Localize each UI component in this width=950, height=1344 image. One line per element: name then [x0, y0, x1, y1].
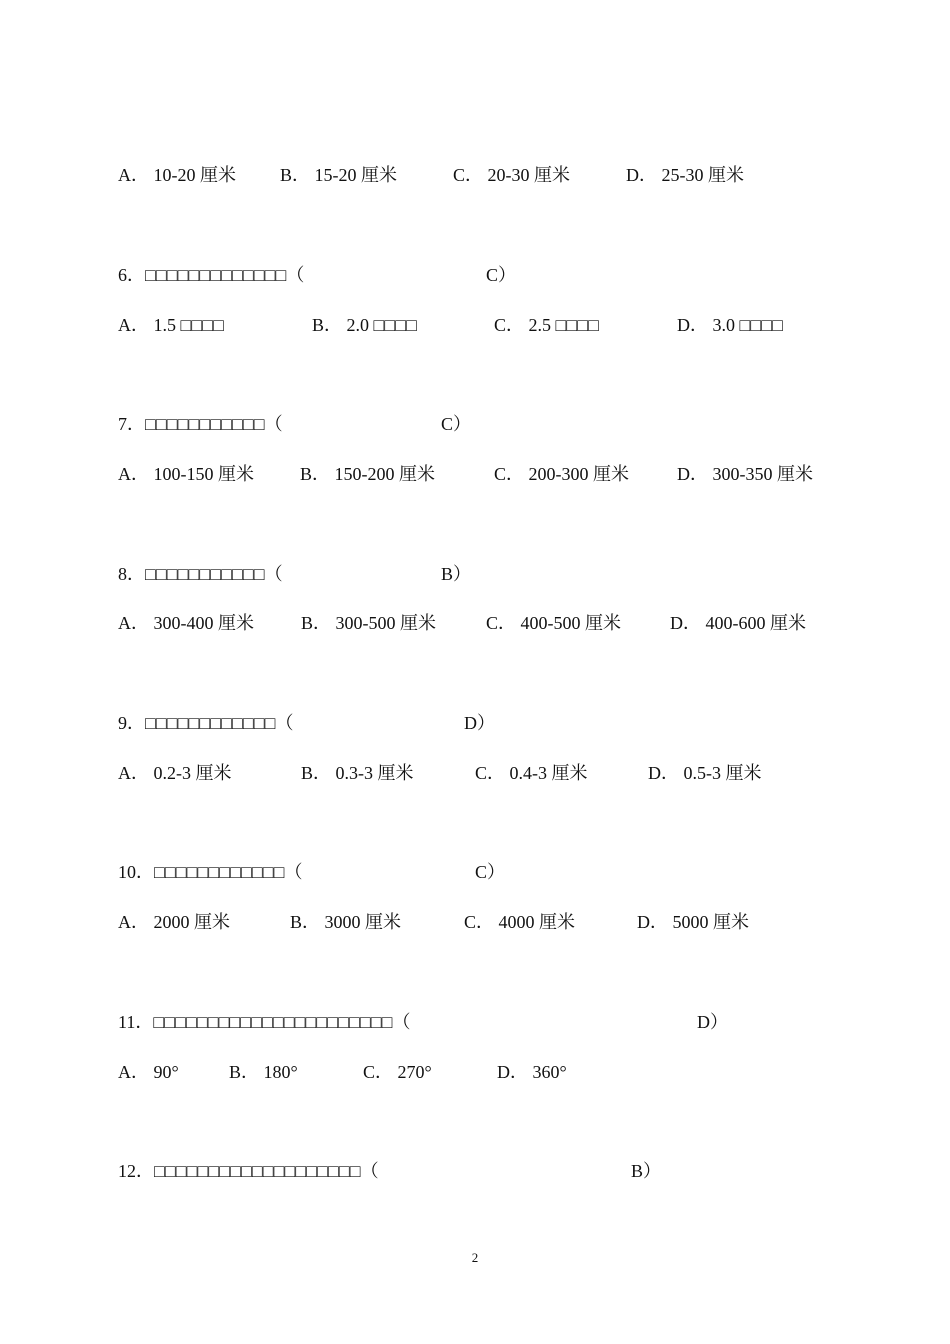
option-d: D． 3.0 □□□□	[677, 315, 783, 335]
option-a: A． 2000 厘米	[118, 912, 230, 932]
question-stem: 10．□□□□□□□□□□□□（	[118, 862, 303, 882]
question-stem: 11．□□□□□□□□□□□□□□□□□□□□□□（	[118, 1012, 411, 1032]
option-a: A． 10-20 厘米	[118, 165, 236, 185]
page-number: 2	[471, 1250, 479, 1265]
question-stem: 9．□□□□□□□□□□□□（	[118, 713, 294, 733]
option-a: A． 90°	[118, 1062, 179, 1082]
option-b: B． 150-200 厘米	[300, 464, 435, 484]
option-d: D． 5000 厘米	[637, 912, 749, 932]
answer: C）	[475, 862, 506, 882]
option-b: B． 180°	[229, 1062, 298, 1082]
option-c: C． 2.5 □□□□	[494, 315, 599, 335]
option-a: A． 1.5 □□□□	[118, 315, 224, 335]
answer: C）	[486, 265, 517, 285]
option-c: C． 4000 厘米	[464, 912, 576, 932]
question-stem: 6．□□□□□□□□□□□□□（	[118, 265, 305, 285]
question-stem: 12．□□□□□□□□□□□□□□□□□□□（	[118, 1161, 379, 1181]
option-c: C． 400-500 厘米	[486, 613, 621, 633]
option-d: D． 400-600 厘米	[670, 613, 806, 633]
question-stem: 8．□□□□□□□□□□□（	[118, 564, 283, 584]
option-c: C． 20-30 厘米	[453, 165, 570, 185]
option-d: D． 360°	[497, 1062, 567, 1082]
option-b: B． 300-500 厘米	[301, 613, 436, 633]
option-b: B． 2.0 □□□□	[312, 315, 417, 335]
question-stem: 7．□□□□□□□□□□□（	[118, 414, 283, 434]
option-a: A． 0.2-3 厘米	[118, 763, 232, 783]
option-c: C． 200-300 厘米	[494, 464, 629, 484]
answer: B）	[441, 564, 472, 584]
answer: B）	[631, 1161, 662, 1181]
option-a: A． 100-150 厘米	[118, 464, 254, 484]
option-c: C． 0.4-3 厘米	[475, 763, 588, 783]
option-c: C． 270°	[363, 1062, 432, 1082]
option-d: D． 300-350 厘米	[677, 464, 813, 484]
option-b: B． 3000 厘米	[290, 912, 402, 932]
option-d: D． 0.5-3 厘米	[648, 763, 762, 783]
answer: D）	[464, 713, 495, 733]
option-a: A． 300-400 厘米	[118, 613, 254, 633]
option-b: B． 15-20 厘米	[280, 165, 397, 185]
option-b: B． 0.3-3 厘米	[301, 763, 414, 783]
answer: D）	[697, 1012, 728, 1032]
answer: C）	[441, 414, 472, 434]
option-d: D． 25-30 厘米	[626, 165, 744, 185]
